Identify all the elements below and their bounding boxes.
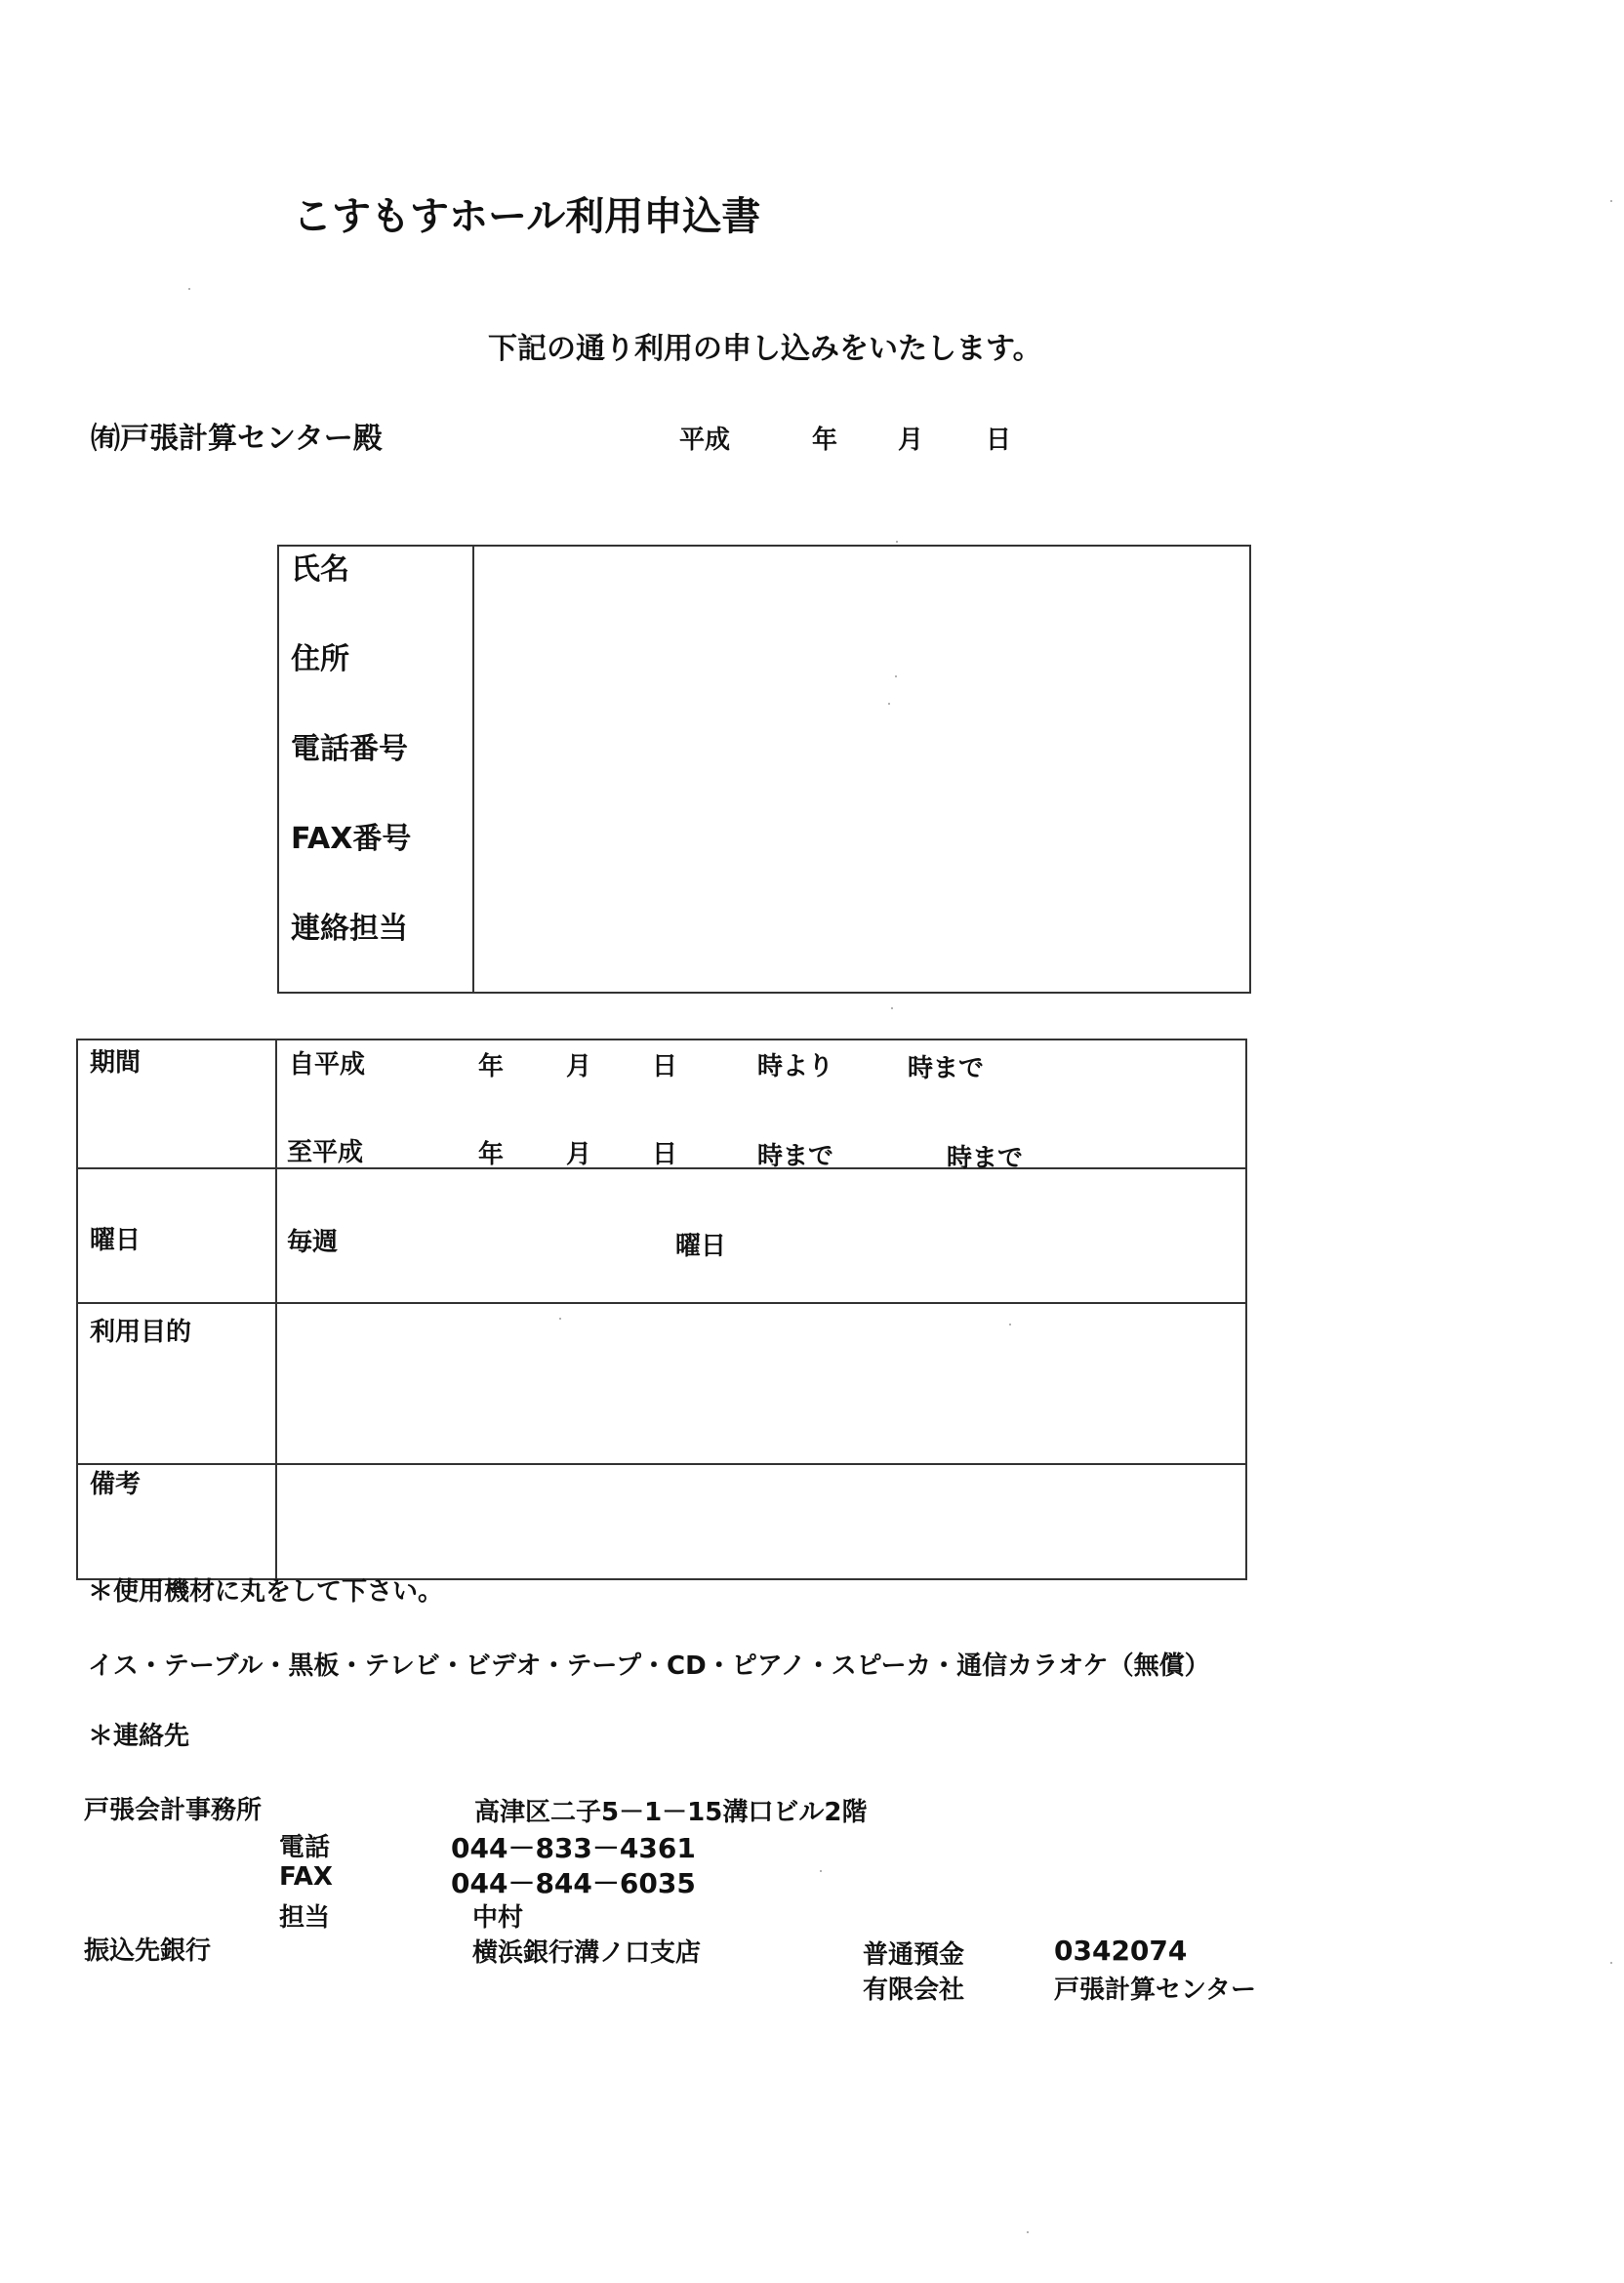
office-fax: 044－844－6035 <box>451 1867 696 1899</box>
to-time-end: 時まで <box>947 1144 1024 1173</box>
scan-speck <box>820 1870 822 1872</box>
scan-speck <box>188 288 190 290</box>
office-person: 中村 <box>472 1903 524 1933</box>
from-month: 月 <box>566 1052 592 1081</box>
row-line-2 <box>76 1302 1247 1304</box>
office-phone-label: 電話 <box>279 1833 331 1862</box>
holder-type: 有限会社 <box>863 1976 965 2005</box>
equipment-list: イス・テーブル・黒板・テレビ・ビデオ・テープ・CD・ピアノ・スピーカ・通信カラオケ（無償） <box>88 1651 1210 1681</box>
office-fax-label: FAX <box>279 1862 333 1892</box>
weekday-label: 曜日 <box>90 1226 142 1255</box>
purpose-input-area[interactable] <box>279 1306 1243 1460</box>
scan-speck <box>888 703 890 705</box>
date-month: 月 <box>898 426 924 455</box>
from-day: 日 <box>652 1052 678 1081</box>
scan-speck <box>891 1007 893 1009</box>
to-day: 日 <box>652 1140 678 1169</box>
office-person-label: 担当 <box>279 1903 331 1933</box>
contact-label: 連絡担当 <box>291 912 408 946</box>
from-year: 年 <box>478 1052 505 1081</box>
address-label: 住所 <box>291 642 349 676</box>
to-era: 至平成 <box>287 1138 364 1167</box>
office-address: 高津区二子5－1－15溝口ビル2階 <box>474 1798 868 1827</box>
fax-label: FAX番号 <box>291 822 412 856</box>
addressee: ㈲戸張計算センター殿 <box>91 422 383 456</box>
scan-speck <box>896 541 898 543</box>
office-phone: 044－833－4361 <box>451 1832 696 1864</box>
from-time-end: 時まで <box>908 1054 985 1083</box>
scan-speck <box>1027 2231 1029 2233</box>
remarks-label: 備考 <box>90 1470 142 1499</box>
scan-speck <box>895 675 897 677</box>
scan-speck <box>1610 1962 1612 1964</box>
bank-label: 振込先銀行 <box>84 1936 212 1966</box>
date-era: 平成 <box>679 426 731 455</box>
page-title: こすもすホール利用申込書 <box>293 194 761 239</box>
date-year: 年 <box>812 426 838 455</box>
applicant-divider <box>472 545 474 994</box>
remarks-input-area[interactable] <box>279 1467 1243 1576</box>
phone-label: 電話番号 <box>291 732 408 766</box>
account-number: 0342074 <box>1054 1935 1188 1967</box>
contact-heading: ＊連絡先 <box>88 1722 190 1751</box>
purpose-label: 利用目的 <box>90 1318 192 1347</box>
from-time-start: 時より <box>757 1052 834 1081</box>
holder-name: 戸張計算センター <box>1054 1976 1256 2005</box>
from-era: 自平成 <box>289 1050 366 1080</box>
weekday-suffix: 曜日 <box>675 1232 727 1261</box>
bank-name: 横浜銀行溝ノ口支店 <box>472 1938 702 1968</box>
usage-divider <box>275 1039 277 1580</box>
to-year: 年 <box>478 1140 505 1169</box>
scan-speck <box>559 1318 561 1320</box>
to-time-start: 時まで <box>757 1142 834 1171</box>
intro-text: 下記の通り利用の申し込みをいたします。 <box>488 332 1042 366</box>
scan-speck <box>1009 1324 1011 1325</box>
account-type: 普通預金 <box>863 1940 965 1970</box>
equipment-note: ＊使用機材に丸をして下さい。 <box>88 1577 444 1607</box>
period-label: 期間 <box>90 1048 142 1078</box>
applicant-input-area[interactable] <box>476 549 1247 990</box>
row-line-3 <box>76 1463 1247 1465</box>
office-name: 戸張会計事務所 <box>84 1796 263 1825</box>
every-week: 毎週 <box>287 1228 339 1257</box>
date-day: 日 <box>986 426 1012 455</box>
scan-speck <box>1610 200 1612 202</box>
name-label: 氏名 <box>291 552 349 587</box>
to-month: 月 <box>566 1140 592 1169</box>
